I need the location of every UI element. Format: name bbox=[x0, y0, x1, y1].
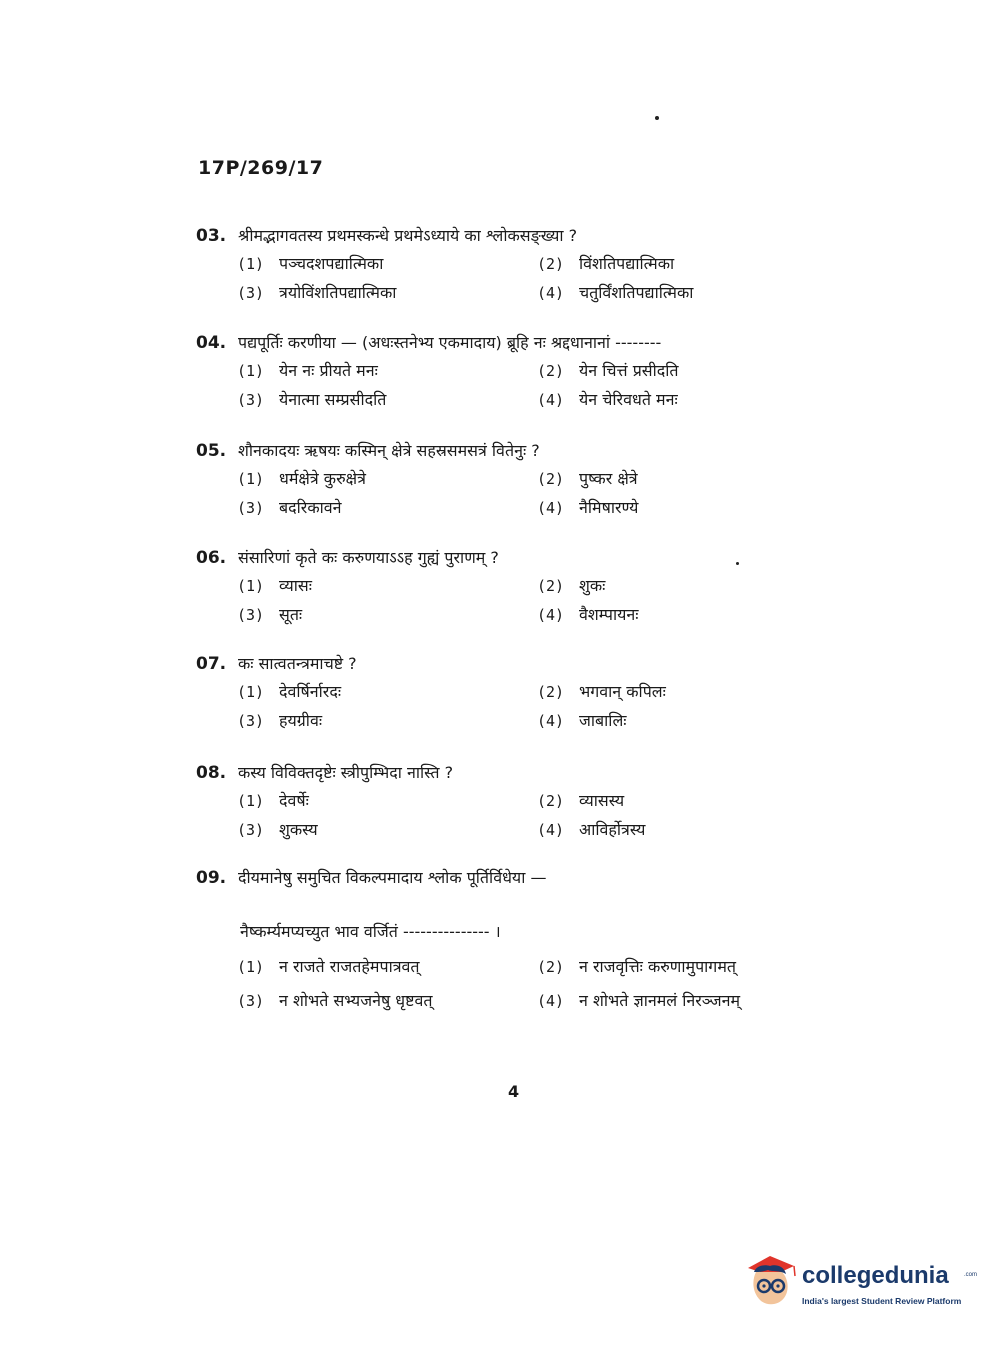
option bbox=[537, 281, 837, 303]
question-number: 03. bbox=[196, 226, 227, 246]
option-text: शुकः bbox=[579, 576, 606, 595]
option-number: (1) bbox=[237, 255, 265, 273]
option bbox=[237, 252, 537, 274]
option bbox=[537, 467, 837, 489]
question-text: कः सात्वतन्त्रमाचष्टे ? bbox=[238, 654, 357, 673]
option-text: व्यासः bbox=[279, 576, 312, 595]
question-text: पद्यपूर्तिः करणीया — (अधःस्तनेभ्य एकमादाय) ब्रूहि नः श्रद्दधानानां -------- bbox=[238, 333, 662, 352]
option-text: न शोभते सभ्यजनेषु धृष्टवत् bbox=[279, 991, 433, 1010]
question-number: 04. bbox=[196, 333, 227, 353]
paper-code: 17P/269/17 bbox=[198, 157, 324, 179]
option-number: (3) bbox=[237, 391, 265, 409]
option bbox=[537, 989, 837, 1011]
option-number: (2) bbox=[537, 792, 565, 810]
question-09 bbox=[196, 866, 836, 896]
options-08 bbox=[237, 789, 837, 847]
speck-mark bbox=[655, 116, 659, 120]
options-06 bbox=[237, 574, 837, 632]
option bbox=[537, 603, 837, 625]
page-number: 4 bbox=[508, 1082, 520, 1101]
option-text: न राजवृत्तिः करुणामुपागमत् bbox=[579, 957, 737, 976]
option bbox=[537, 252, 837, 274]
option bbox=[237, 574, 537, 596]
options-05 bbox=[237, 467, 837, 525]
question-text: संसारिणां कृते कः करुणयाऽऽह गुह्यं पुराणम् ? bbox=[238, 548, 499, 567]
option bbox=[537, 388, 837, 410]
option-number: (1) bbox=[237, 577, 265, 595]
option-text: शुकस्य bbox=[279, 820, 318, 839]
option bbox=[237, 388, 537, 410]
option-number: (3) bbox=[237, 499, 265, 517]
option bbox=[237, 496, 537, 518]
mascot-icon bbox=[742, 1252, 798, 1310]
options-03 bbox=[237, 252, 837, 310]
option-text: चतुर्विंशतिपद्यात्मिका bbox=[579, 283, 694, 302]
option-number: (4) bbox=[537, 284, 565, 302]
question-07 bbox=[196, 652, 836, 682]
option-text: जाबालिः bbox=[579, 711, 627, 730]
option-number: (2) bbox=[537, 958, 565, 976]
question-04 bbox=[196, 331, 836, 361]
options-09 bbox=[237, 955, 837, 1018]
option-number: (3) bbox=[237, 712, 265, 730]
option-number: (3) bbox=[237, 606, 265, 624]
option-text: सूतः bbox=[279, 605, 303, 624]
options-04 bbox=[237, 359, 837, 417]
option bbox=[237, 359, 537, 381]
option-number: (2) bbox=[537, 362, 565, 380]
option bbox=[537, 955, 837, 977]
option-text: न शोभते ज्ञानमलं निरञ्जनम् bbox=[579, 991, 741, 1010]
option-text: पञ्चदशपद्यात्मिका bbox=[279, 254, 384, 273]
option bbox=[537, 359, 837, 381]
question-text: श्रीमद्भागवतस्य प्रथमस्कन्धे प्रथमेऽध्याये का श्लोकसङ्ख्या ? bbox=[238, 226, 578, 245]
option-number: (1) bbox=[237, 683, 265, 701]
option bbox=[237, 818, 537, 840]
option-number: (4) bbox=[537, 712, 565, 730]
logo-tagline: India's largest Student Review Platform bbox=[802, 1296, 962, 1306]
option-text: देवर्षेः bbox=[279, 791, 309, 810]
option-text: धर्मक्षेत्रे कुरुक्षेत्रे bbox=[279, 469, 366, 488]
option-text: त्रयोविंशतिपद्यात्मिका bbox=[279, 283, 397, 302]
option-text: हयग्रीवः bbox=[279, 711, 323, 730]
option bbox=[537, 709, 837, 731]
option-number: (1) bbox=[237, 362, 265, 380]
option bbox=[237, 955, 537, 977]
option-number: (4) bbox=[537, 499, 565, 517]
option-text: देवर्षिर्नारदः bbox=[279, 682, 342, 701]
option-text: येन नः प्रीयते मनः bbox=[279, 361, 378, 380]
option-text: येन चित्तं प्रसीदति bbox=[579, 361, 679, 380]
verse-line: नैष्कर्म्यमप्यच्युत भाव वर्जितं --------------- । bbox=[240, 922, 501, 941]
option-text: आविर्होत्रस्य bbox=[579, 820, 646, 839]
option bbox=[237, 680, 537, 702]
option-text: येनात्मा सम्प्रसीदति bbox=[279, 390, 387, 409]
option-text: वैशम्पायनः bbox=[579, 605, 639, 624]
option bbox=[537, 818, 837, 840]
option-number: (4) bbox=[537, 606, 565, 624]
option-number: (4) bbox=[537, 992, 565, 1010]
question-text: शौनकादयः ऋषयः कस्मिन् क्षेत्रे सहस्रसमसत्रं वितेनुः ? bbox=[238, 441, 540, 460]
question-text: कस्य विविक्तदृष्टेः स्त्रीपुम्भिदा नास्ति ? bbox=[238, 763, 454, 782]
question-number: 09. bbox=[196, 868, 227, 888]
question-06 bbox=[196, 546, 836, 576]
option-number: (1) bbox=[237, 792, 265, 810]
option bbox=[237, 709, 537, 731]
option-number: (2) bbox=[537, 577, 565, 595]
option-number: (2) bbox=[537, 683, 565, 701]
option-text: येन चेरिवधते मनः bbox=[579, 390, 678, 409]
option-number: (1) bbox=[237, 958, 265, 976]
logo-tld: .com bbox=[964, 1272, 978, 1278]
option-number: (3) bbox=[237, 821, 265, 839]
option bbox=[237, 281, 537, 303]
option-text: भगवान् कपिलः bbox=[579, 682, 666, 701]
option bbox=[537, 789, 837, 811]
question-03 bbox=[196, 224, 836, 254]
option bbox=[537, 680, 837, 702]
question-number: 06. bbox=[196, 548, 227, 568]
question-number: 07. bbox=[196, 654, 227, 674]
option-number: (4) bbox=[537, 821, 565, 839]
question-text: दीयमानेषु समुचित विकल्पमादाय श्लोक पूर्तिर्विधेया — bbox=[238, 868, 547, 887]
question-08 bbox=[196, 761, 836, 791]
options-07 bbox=[237, 680, 837, 738]
logo-wordmark: collegedunia bbox=[802, 1262, 949, 1289]
option-text: पुष्कर क्षेत्रे bbox=[579, 469, 638, 488]
option-number: (1) bbox=[237, 470, 265, 488]
option-text: न राजते राजतहेमपात्रवत् bbox=[279, 957, 420, 976]
option bbox=[537, 574, 837, 596]
option-number: (2) bbox=[537, 255, 565, 273]
option-text: नैमिषारण्ये bbox=[579, 498, 639, 517]
option-number: (2) bbox=[537, 470, 565, 488]
option-text: व्यासस्य bbox=[579, 791, 625, 810]
option-number: (3) bbox=[237, 284, 265, 302]
option-text: बदरिकावने bbox=[279, 498, 342, 517]
question-05 bbox=[196, 439, 836, 469]
option bbox=[237, 603, 537, 625]
option bbox=[237, 789, 537, 811]
option bbox=[237, 989, 537, 1011]
question-number: 08. bbox=[196, 763, 227, 783]
collegedunia-logo[interactable] bbox=[742, 1252, 978, 1322]
option-number: (3) bbox=[237, 992, 265, 1010]
option-number: (4) bbox=[537, 391, 565, 409]
option bbox=[537, 496, 837, 518]
question-number: 05. bbox=[196, 441, 227, 461]
option-text: विंशतिपद्यात्मिका bbox=[579, 254, 675, 273]
option bbox=[237, 467, 537, 489]
